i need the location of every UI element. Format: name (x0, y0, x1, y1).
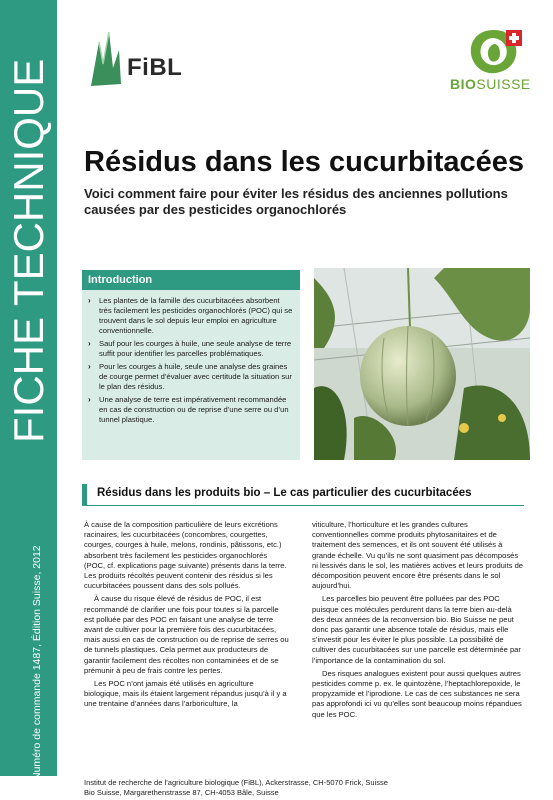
biosuisse-bio: BIO (450, 76, 477, 92)
body-paragraph: À cause du risque élevé de résidus de POC, il est recommandé de clarifier une fois pour toutes si la parcelle est polluée par des POC en faisant une analyse de terre avant de cultiver pour la première fois des cucurbitacées, mais aussi en cas de construction ou de reprise de serres ou de tunnels plastiques. Cela permet aux producteurs de garantir facilement des récoltes non contaminées et de se prémunir à peu de frais contre les pertes. (84, 594, 289, 675)
intro-item-text: Les plantes de la famille des cucurbitacées absorbent très facilement les pesticides organochlorés (POC) qui se trouvent dans le sol depuis leur emploi en agriculture conventionnelle. (99, 296, 293, 335)
biosuisse-logo-icon (464, 26, 524, 78)
body-paragraph: À cause de la composition particulière de leurs excrétions racinaires, les cucurbitacées (concombres, courgettes, courges, courges à huile, melons, rondinis, pâtissons, etc.) absorbent très facilement les pesticides organochlorés (POC, cf. explications page suivante) présents dans la terre. Les produits récoltés peuvent contenir des résidus si les cucurbitacées poussent dans des sols pollués. (84, 520, 287, 591)
intro-item-text: Une analyse de terre est impérativement recommandée en cas de construction ou de reprise d’une serre ou d’un tunnel plastique. (99, 395, 289, 424)
body-paragraph: Les parcelles bio peuvent être polluées par des POC puisque ces molécules perdurent dans la terre bien au-delà des deux années de la reconversion bio. Bio Suisse ne peut donc pas garantir une absence totale de résidus, mais elle s’investit pour les éviter le plus possible. La possibilité de cultiver des cucurbitacées sur une parcelle est déterminée par l’importance de la contamination du sol. (312, 594, 521, 665)
intro-item (88, 296, 294, 336)
biosuisse-logo-text (450, 76, 531, 92)
biosuisse-suisse: SUISSE (476, 76, 531, 92)
page-subtitle: Voici comment faire pour éviter les résidus des anciennes pollutions causées par des pesticides organochlorés (84, 186, 508, 217)
body-paragraph: Des risques analogues existent pour aussi quelques autres pesticides comme p. ex. le quintozène, l’heptachlorepoxide, le propyzamide et l’iprodione. Le cas de ces substances ne sera pas approfondi ici vu qu’elles sont beaucoup moins répandues que les POC. (312, 668, 522, 719)
intro-item (88, 339, 294, 359)
intro-heading: Introduction (82, 270, 300, 290)
fibl-logo-text: FiBL (127, 54, 183, 81)
chevron-right-icon: › (88, 362, 91, 371)
chevron-right-icon: › (88, 395, 91, 404)
body-paragraph: Les POC n’ont jamais été utilisés en agriculture biologique, mais ils étaient largement répandus jusqu’à il y a une trentaine d’années dans l’arboriculture, la (84, 679, 287, 709)
section-header (82, 484, 524, 506)
body-column-2 (312, 520, 526, 723)
page-title: Résidus dans les cucurbitacées (84, 146, 525, 178)
body-paragraph: viticulture, l’horticulture et les grandes cultures conventionnelles comme produits phytosanitaires et de traitement des semences, et ils ont souvent été utilisés à grande échelle. Vu qu’ils ne sont quasiment pas décomposés ni lessivés dans le sol, les matières actives et leurs produits de décomposition peuvent encore être présents dans le sol aujourd’hui. (312, 520, 524, 591)
chevron-right-icon: › (88, 339, 91, 348)
intro-item (88, 395, 294, 425)
intro-box (82, 270, 300, 460)
body-column-1 (84, 520, 289, 713)
chevron-right-icon: › (88, 296, 91, 305)
footer-line: Bio Suisse, Margarethenstrasse 87, CH-4053 Bâle, Suisse (84, 788, 279, 797)
sidebar-title: FICHE TECHNIQUE (5, 58, 52, 443)
section-title: Résidus dans les produits bio – Le cas particulier des cucurbitacées (97, 487, 472, 499)
intro-list (82, 296, 300, 425)
intro-item (88, 362, 294, 392)
intro-item-text: Sauf pour les courges à huile, une seule analyse de terre suffit pour identifier les parcelles problématiques. (99, 339, 292, 358)
order-info: Numéro de commande 1487, Édition Suisse, 2012 (31, 545, 43, 780)
footer-line: Institut de recherche de l’agriculture biologique (FiBL), Ackerstrasse, CH-5070 Frick, Suisse (84, 778, 388, 787)
intro-item-text: Pour les courges à huile, seule une analyse des graines de courge permet d’évaluer avec certitude la situation sur le plan des résidus. (99, 362, 292, 391)
footer (84, 778, 388, 798)
sidebar (0, 0, 57, 780)
melon-photo (314, 268, 530, 460)
